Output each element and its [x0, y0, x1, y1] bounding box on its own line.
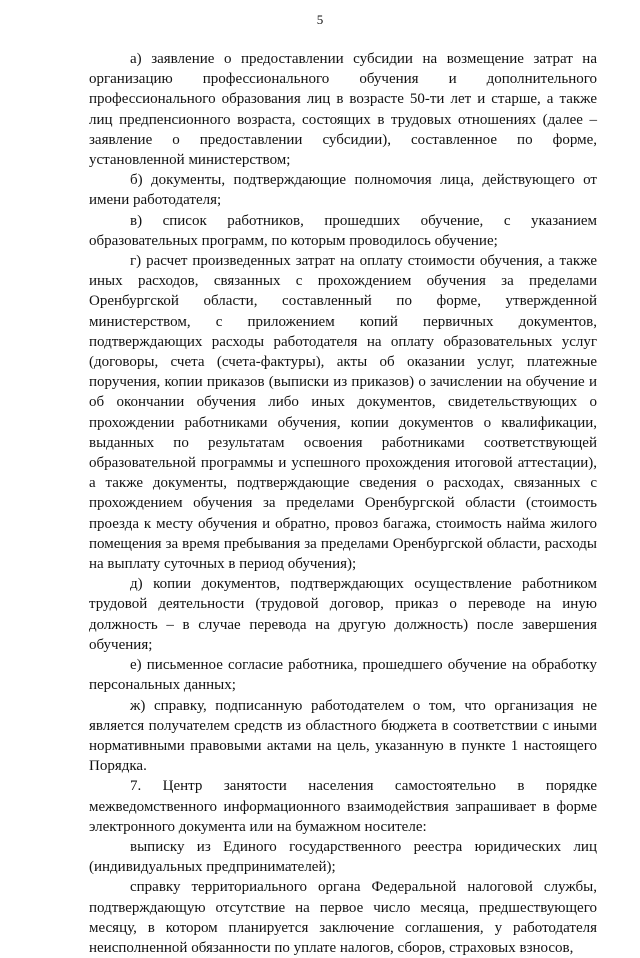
paragraph-item-g: г) расчет произведенных затрат на оплату стоимости обучения, а также иных расходов, связанных с прохождением обучения за пределами Оренбургской области, составленный по форме, утвержденной министерством, с приложением копий первичных документов, подтверждающих расходы работодателя на оплату образовательных услуг (договоры, счета (счета-фактуры), акты об оказании услуг, платежные поручения, копии приказов (выписки из приказов) о зачислении на обучение и об окончании обучения либо иных документов, свидетельствующих о прохождении работниками обучения, копии документов о квалификации, выданных по результатам освоения работниками соответствующей образовательной программы и успешного прохождения итоговой аттестации), а также документы, подтверждающие сведения о расходах, связанных с прохождением обучения за пределами Оренбургской области (стоимость проезда к месту обучения и обратно, провоз багажа, стоимость найма жилого помещения за время пребывания за пределами Оренбургской области, расходы на выплату суточных в период обучения);: [89, 253, 597, 573]
paragraph-item-v: в) список работников, прошедших обучение, с указанием образовательных программ, по которым проводилось обучение;: [89, 212, 597, 249]
paragraph-tax-certificate: справку территориального органа Федеральной налоговой службы, подтверждающую отсутствие на первое число месяца, предшествующего месяцу, в котором планируется заключение соглашения, у работодателя неисполненной обязанности по уплате налогов, сборов, страховых взносов,: [89, 879, 597, 956]
page-number: 5: [316, 12, 324, 27]
paragraph-item-a: а) заявление о предоставлении субсидии на возмещение затрат на организацию профессионального обучения и дополнительного профессионального образования лиц в возрасте 50-ти лет и старше, а также лиц предпенсионного возраста, состоящих в трудовых отношениях (далее – заявление о предоставлении субсидии), составленное по форме, установленной министерством;: [89, 51, 597, 169]
paragraph-item-d: д) копии документов, подтверждающих осуществление работником трудовой деятельности (трудовой договор, приказ о переводе на иную должность – в случае перевода на другую должность) после завершения обучения;: [89, 576, 597, 653]
paragraph-item-b: б) документы, подтверждающие полномочия лица, действующего от имени работодателя;: [89, 172, 597, 209]
paragraph-section-7: 7. Центр занятости населения самостоятельно в порядке межведомственного информационного взаимодействия запрашивает в форме электронного документа или на бумажном носителе:: [89, 778, 597, 835]
paragraph-item-zh: ж) справку, подписанную работодателем о том, что организация не является получателем средств из областного бюджета в соответствии с иными нормативными правовыми актами на цель, указанную в пункте 1 настоящего Порядка.: [89, 697, 597, 775]
paragraph-egrul-extract: выписку из Единого государственного реестра юридических лиц (индивидуальных предпринимателей);: [89, 838, 597, 876]
document-body: [89, 49, 597, 958]
paragraph-item-e: е) письменное согласие работника, прошедшего обучение на обработку персональных данных;: [89, 657, 597, 694]
